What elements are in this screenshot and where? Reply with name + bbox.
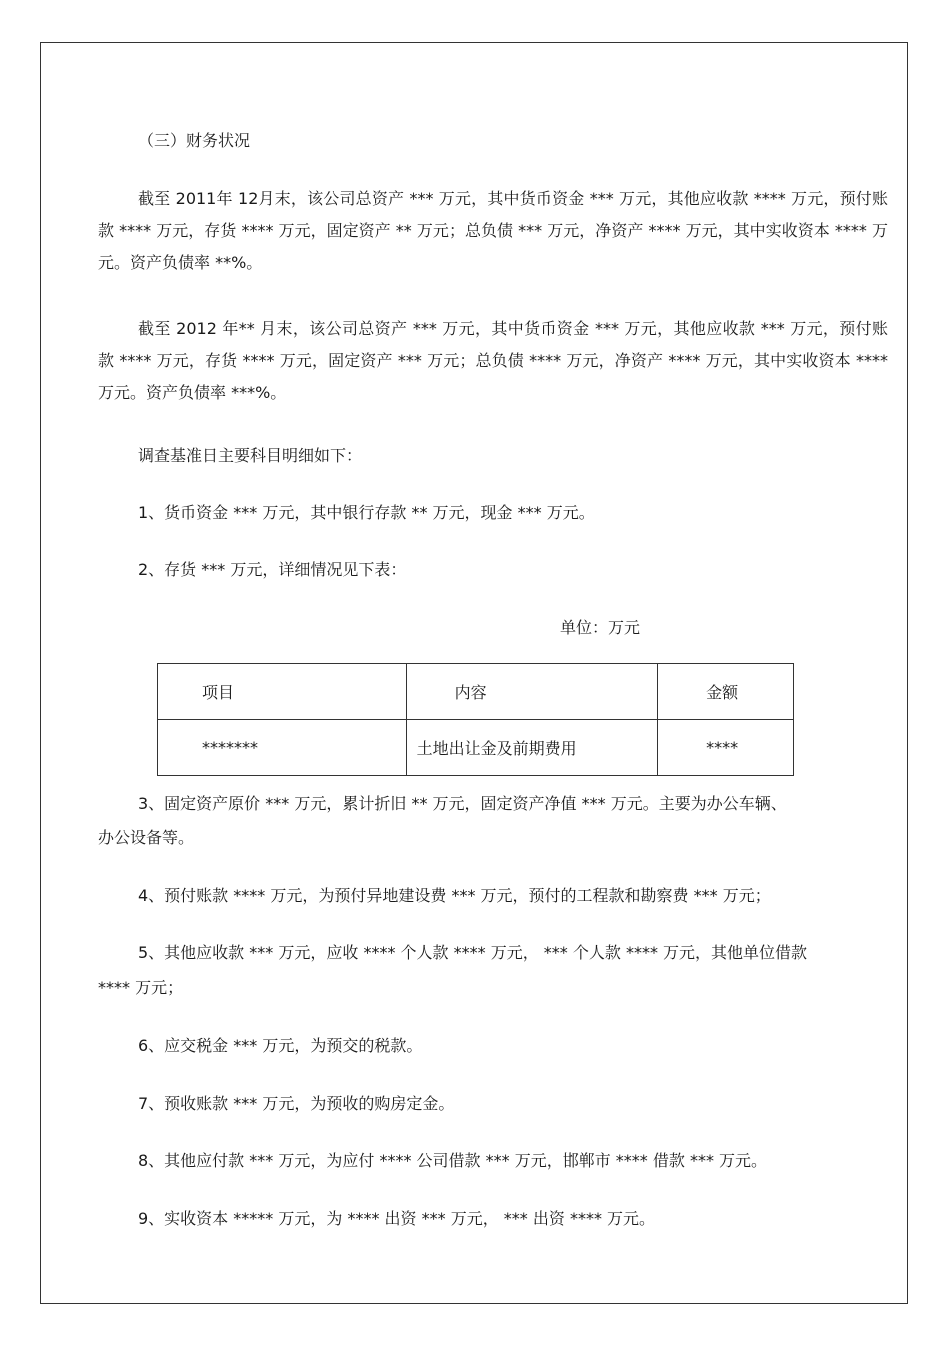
table-header-cell: 金额 <box>658 664 794 720</box>
item-4: 4、预付账款 **** 万元，为预付异地建设费 *** 万元，预付的工程款和勘察费 *** 万元； <box>138 886 771 905</box>
item-9: 9、实收资本 ***** 万元，为 **** 出资 *** 万元， *** 出资 **** 万元。 <box>138 1209 656 1228</box>
item-7: 7、预收账款 *** 万元，为预收的购房定金。 <box>138 1094 455 1113</box>
paragraph-2011: 截至 2011年 12月末，该公司总资产 *** 万元，其中货币资金 *** 万元，其他应收款 **** 万元，预付账款 **** 万元，存货 **** 万元，固定资产 ** 万元；总负债 *** 万元，净资产 **** 万元，其中实收资本 **** 万元。资产负债率 **%。 <box>98 189 888 272</box>
item-2: 2、存货 *** 万元，详细情况见下表： <box>138 560 407 579</box>
inventory-table <box>157 663 794 776</box>
item-3-line-1: 3、固定资产原价 *** 万元，累计折旧 ** 万元，固定资产净值 *** 万元。主要为办公车辆、 <box>138 794 787 813</box>
table-header-cell: 项目 <box>158 664 407 720</box>
item-5-line-2: **** 万元； <box>98 978 184 997</box>
table-cell: ******* <box>158 720 407 776</box>
item-1: 1、货币资金 *** 万元，其中银行存款 ** 万元，现金 *** 万元。 <box>138 503 595 522</box>
item-8: 8、其他应付款 *** 万元，为应付 **** 公司借款 *** 万元，邯郸市 **** 借款 *** 万元。 <box>138 1151 768 1170</box>
unit-label: 单位：万元 <box>560 618 641 637</box>
table-row <box>158 720 794 776</box>
table-header-cell: 内容 <box>406 664 658 720</box>
section-title: （三）财务状况 <box>138 131 251 150</box>
table-cell: 土地出让金及前期费用 <box>406 720 658 776</box>
paragraph-2012: 截至 2012 年** 月末，该公司总资产 *** 万元，其中货币资金 *** 万元，其他应收款 *** 万元，预付账款 **** 万元，存货 **** 万元，固定资产 *** 万元；总负债 **** 万元，净资产 **** 万元，其中实收资本 **** 万元。资产负债率 ***%。 <box>98 319 888 402</box>
table-header-row <box>158 664 794 720</box>
item-3-line-2: 办公设备等。 <box>98 828 195 847</box>
table-cell: **** <box>658 720 794 776</box>
item-5-line-1: 5、其他应收款 *** 万元，应收 **** 个人款 **** 万元， *** 个人款 **** 万元，其他单位借款 <box>138 943 808 962</box>
item-6: 6、应交税金 *** 万元，为预交的税款。 <box>138 1036 423 1055</box>
details-intro: 调查基准日主要科目明细如下： <box>138 446 363 465</box>
